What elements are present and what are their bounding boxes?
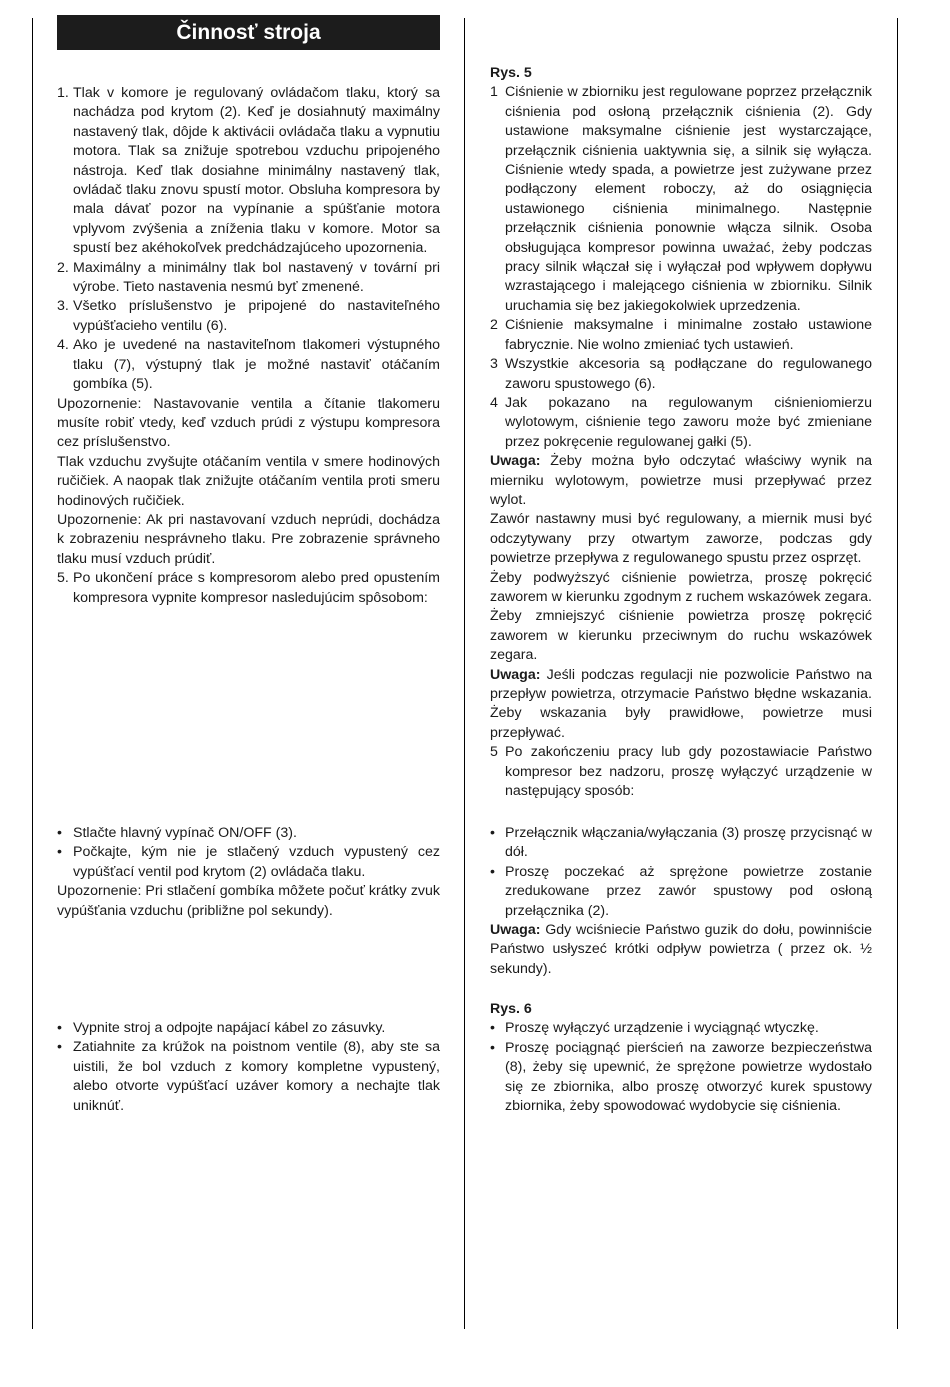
right-block-shutdown [490,824,872,979]
bullet-item: • Przełącznik włączania/wyłączania (3) proszę przycisnąć w dół. [490,825,872,861]
bullet-item: • Proszę pociągnąć pierścień na zaworze bezpieczeństwa (8), żeby się upewnić, że sprężone powietrze wydostało się ze zbiornika, albo proszę otworzyć kurek spustowy zbiornika, żeby spowodować wydobycie się ciśnienia. [490,1039,872,1115]
list-item: 4 Jak pokazano na regulowanym ciśnieniomierzu wylotowym, ciśnienie tego zaworu może być zmieniane przez pokręcenie regulowanej gałki (5). [490,394,872,450]
list-item: 2. Maximálny a minimálny tlak bol nastavený v tovární pri výrobe. Tieto nastavenia nesmú byť zmenené. [57,259,440,296]
section-heading: Činnosť stroja [57,15,440,50]
list-item: 5. Po ukončení práce s kompresorom alebo pred opustením kompresora vypnite kompresor nasledujúcim spôsobom: [57,570,440,606]
left-block-intro [57,84,440,608]
warning-paragraph: Upozornenie: Nastavovanie ventila a čítanie tlakomeru musíte robiť vtedy, keď vzduch prúdi z výstupu kompresora cez príslušenstvo. [57,395,440,451]
bullet-item: • Počkajte, kým nie je stlačený vzduch vypustený cez vypúšťací ventil pod krytom (2) ovládača tlaku. [57,844,440,880]
list-item: 1. Tlak v komore je regulovaný ovládačom tlaku, ktorý sa nachádza pod krytom (2). Keď je dosiahnutý maximálny nastavený tlak, dôjde k aktivácii ovládača tlaku a vypnutiu motora. Tlak sa znižuje spotrebou vzduchu pripojeného nástroja. Keď tlak dosiahne minimálny nastavený tlak, ovládač tlaku znovu spustí motor. Obsluha kompresora by mala dávať pozor na vypínanie a spúšťanie motora vplyvom zvýšenia a zníženia tlaku v komore. Motor sa spustí bez akéhokoľvek predchádzajúceho upozornenia. [57,85,440,257]
warning-paragraph: Upozornenie: Ak pri nastavovaní vzduch neprúdi, dochádza k zobrazeniu nesprávneho tlaku. Pre zobrazenie správneho tlaku musí vzduch prúdiť. [57,511,440,567]
note-label: Uwaga: [490,453,541,470]
paragraph: Żeby podwyższyć ciśnienie powietrza, proszę pokręcić zaworem w kierunku zgodnym z ruchem wskazówek zegara. Żeby zmniejszyć ciśnienie powietrza proszę pokręcić zaworem w kierunku przeciwnym do ruchu wskazówek zegara. [490,569,872,664]
paragraph: Tlak vzduchu zvyšujte otáčaním ventila v smere hodinových ručičiek. A naopak tlak znižujte otáčaním ventila proti smeru hodinových ručičiek. [57,453,440,509]
left-margin-rule [32,18,33,1329]
right-margin-rule [897,18,898,1329]
list-item: 3. Všetko príslušenstvo je pripojené do nastaviteľného vypúšťacieho ventilu (6). [57,298,440,334]
note-label: Uwaga: [490,666,541,683]
bullet-item: • Stlačte hlavný vypínač ON/OFF (3). [57,825,297,841]
note-paragraph: Uwaga: Jeśli podczas regulacji nie pozwolicie Państwo na przepływ powietrza, otrzymacie Państwo błędne wskazania. Żeby wskazania były prawidłowe, powietrze musi przepływać. [490,666,872,741]
list-item: 3 Wszystkie akcesoria są podłączane do regulowanego zaworu spustowego (6). [490,356,872,392]
column-divider-rule [464,18,465,1329]
list-item: 4. Ako je uvedené na nastaviteľnom tlakomeri výstupného tlaku (7), výstupný tlak je možné nastaviť otáčaním gombíka (5). [57,337,440,393]
list-item: 2 Ciśnienie maksymalne i minimalne zostało ustawione fabrycznie. Nie wolno zmieniać tych ustawień. [490,317,872,353]
bullet-item: • Vypnite stroj a odpojte napájací kábel zo zásuvky. [57,1020,386,1036]
list-item: 5 Po zakończeniu pracy lub gdy pozostawiacie Państwo kompresor bez nadzoru, proszę wyłączyć urządzenie w następujący sposób: [490,744,872,800]
bullet-item: • Zatiahnite za krúžok na poistnom ventile (8), aby ste sa uistili, že bol vzduch z komory kompletne vypustený, alebo otvorte vypúšťací uzáver komory a nechajte tlak uniknúť. [57,1039,440,1114]
right-block-rys6 [490,1000,872,1116]
figure-label: Rys. 5 [490,65,532,81]
note-label: Uwaga: [490,922,541,939]
warning-paragraph: Upozornenie: Pri stlačení gombíka môžete počuť krátky zvuk vypúšťania vzduchu (približne pol sekundy). [57,883,440,919]
note-paragraph: Uwaga: Gdy wciśniecie Państwo guzik do dołu, powinniście Państwo usłyszeć krótki odpływ powietrza ( przez ok. ½ sekundy). [490,922,872,977]
note-paragraph: Uwaga: Żeby można było odczytać właściwy wynik na mierniku wylotowym, powietrze musi przepływać przez wylot. [490,453,872,508]
paragraph: Zawór nastawny musi być regulowany, a miernik musi być odczytywany przy otwartym zaworze, podczas gdy powietrze przepływa z regulowanego spustu przez osprzęt. [490,511,872,567]
left-block-disconnect [57,1019,440,1116]
figure-label: Rys. 6 [490,1001,532,1017]
bullet-item: • Proszę wyłączyć urządzenie i wyciągnąć wtyczkę. [490,1020,819,1037]
bullet-item: • Proszę poczekać aż sprężone powietrze zostanie zredukowane przez zawór spustowy pod osłoną przełącznika (2). [490,863,872,919]
list-item: 1 Ciśnienie w zbiorniku jest regulowane poprzez przełącznik ciśnienia pod osłoną przełącznik ciśnienia (2). Gdy ustawione maksymalne ciśnienie jest wystarczające, przełącznik ciśnienia uaktywnia się, a silnik się wyłącza. Ciśnienie wtedy spada, a powietrze jest zużywane przez podłączony element roboczy, aż do osiągnięcia ustawionego ciśnienia minimalnego. Następnie przełącznik ciśnienia ponownie włącza silnik. Osoba obsługująca kompresor powinna uważać, żeby podczas pracy silnik włączał się i wyłączał pod wpływem dopływu wzrastającego i malejącego ciśnienia w zbiorniku. Silnik uruchamia się bez jakiegokolwiek uprzedzenia. [490,84,872,314]
left-block-shutdown [57,824,440,921]
right-block-intro [490,64,872,801]
